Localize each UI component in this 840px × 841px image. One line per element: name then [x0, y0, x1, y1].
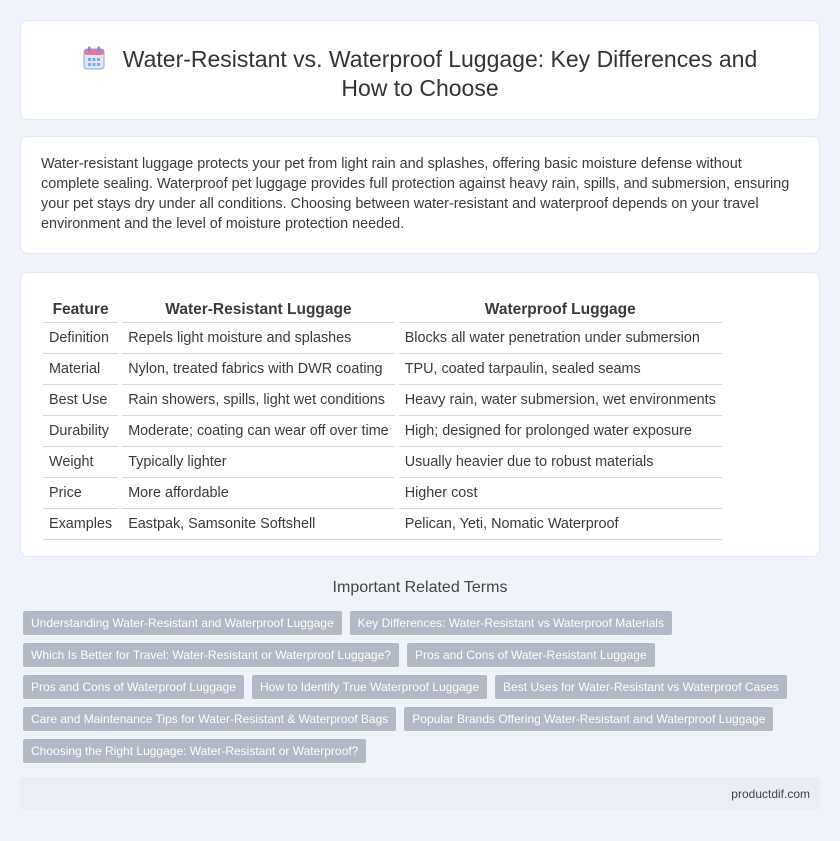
table-row [43, 478, 722, 509]
table-cell-waterproof: Blocks all water penetration under submersion [399, 323, 722, 354]
table-cell-feature: Durability [43, 416, 118, 447]
table-cell-feature: Weight [43, 447, 118, 478]
table-cell-water-resistant: Nylon, treated fabrics with DWR coating [122, 354, 395, 385]
table-cell-water-resistant: More affordable [122, 478, 395, 509]
table-cell-waterproof: Higher cost [399, 478, 722, 509]
page-title: Water-Resistant vs. Waterproof Luggage: Key Differences and How to Choose [122, 46, 758, 101]
table-row [43, 509, 722, 540]
table-header-feature: Feature [43, 293, 118, 323]
related-term-link[interactable]: Pros and Cons of Water-Resistant Luggage [407, 643, 655, 667]
table-cell-water-resistant: Typically lighter [122, 447, 395, 478]
related-term-link[interactable]: How to Identify True Waterproof Luggage [252, 675, 487, 699]
table-cell-waterproof: Usually heavier due to robust materials [399, 447, 722, 478]
table-cell-feature: Best Use [43, 385, 118, 416]
related-terms-list [23, 611, 813, 763]
table-cell-waterproof: High; designed for prolonged water exposure [399, 416, 722, 447]
related-term-link[interactable]: Pros and Cons of Waterproof Luggage [23, 675, 244, 699]
related-terms-title: Important Related Terms [332, 579, 508, 596]
related-term-link[interactable]: Popular Brands Offering Water-Resistant and Waterproof Luggage [404, 707, 773, 731]
table-cell-feature: Material [43, 354, 118, 385]
table-cell-water-resistant: Eastpak, Samsonite Softshell [122, 509, 395, 540]
footer [20, 777, 820, 810]
table-cell-feature: Definition [43, 323, 118, 354]
comparison-card [20, 272, 820, 557]
related-term-link[interactable]: Understanding Water-Resistant and Waterproof Luggage [23, 611, 342, 635]
table-row [43, 385, 722, 416]
table-cell-water-resistant: Moderate; coating can wear off over time [122, 416, 395, 447]
intro-paragraph: Water-resistant luggage protects your pet from light rain and splashes, offering basic moisture defense without complete sealing. Waterproof pet luggage provides full protection against heavy rain, spills, and submersion, ensuring your pet stays dry under all conditions. Choosing between water-resistant and waterproof depends on your travel environment and the level of moisture protection needed. [41, 156, 790, 232]
table-header-waterproof: Waterproof Luggage [399, 293, 722, 323]
comparison-table [43, 293, 722, 540]
table-row [43, 323, 722, 354]
footer-site-name: productdif.com [731, 787, 810, 801]
related-term-link[interactable]: Which Is Better for Travel: Water-Resistant or Waterproof Luggage? [23, 643, 399, 667]
table-cell-waterproof: Pelican, Yeti, Nomatic Waterproof [399, 509, 722, 540]
table-cell-waterproof: Heavy rain, water submersion, wet environments [399, 385, 722, 416]
related-term-link[interactable]: Best Uses for Water-Resistant vs Waterproof Cases [495, 675, 787, 699]
related-term-link[interactable]: Choosing the Right Luggage: Water-Resistant or Waterproof? [23, 739, 366, 763]
related-term-link[interactable]: Care and Maintenance Tips for Water-Resistant & Waterproof Bags [23, 707, 396, 731]
table-row [43, 416, 722, 447]
page-title-wrap [61, 45, 779, 103]
table-cell-waterproof: TPU, coated tarpaulin, sealed seams [399, 354, 722, 385]
calendar-icon [83, 46, 105, 70]
table-cell-feature: Price [43, 478, 118, 509]
table-row [43, 447, 722, 478]
table-cell-water-resistant: Rain showers, spills, light wet conditions [122, 385, 395, 416]
table-cell-water-resistant: Repels light moisture and splashes [122, 323, 395, 354]
table-header-row [43, 293, 722, 323]
related-term-link[interactable]: Key Differences: Water-Resistant vs Waterproof Materials [350, 611, 672, 635]
header-card [20, 20, 820, 120]
table-cell-feature: Examples [43, 509, 118, 540]
intro-card [20, 136, 820, 254]
table-row [43, 354, 722, 385]
table-header-water-resistant: Water-Resistant Luggage [122, 293, 395, 323]
